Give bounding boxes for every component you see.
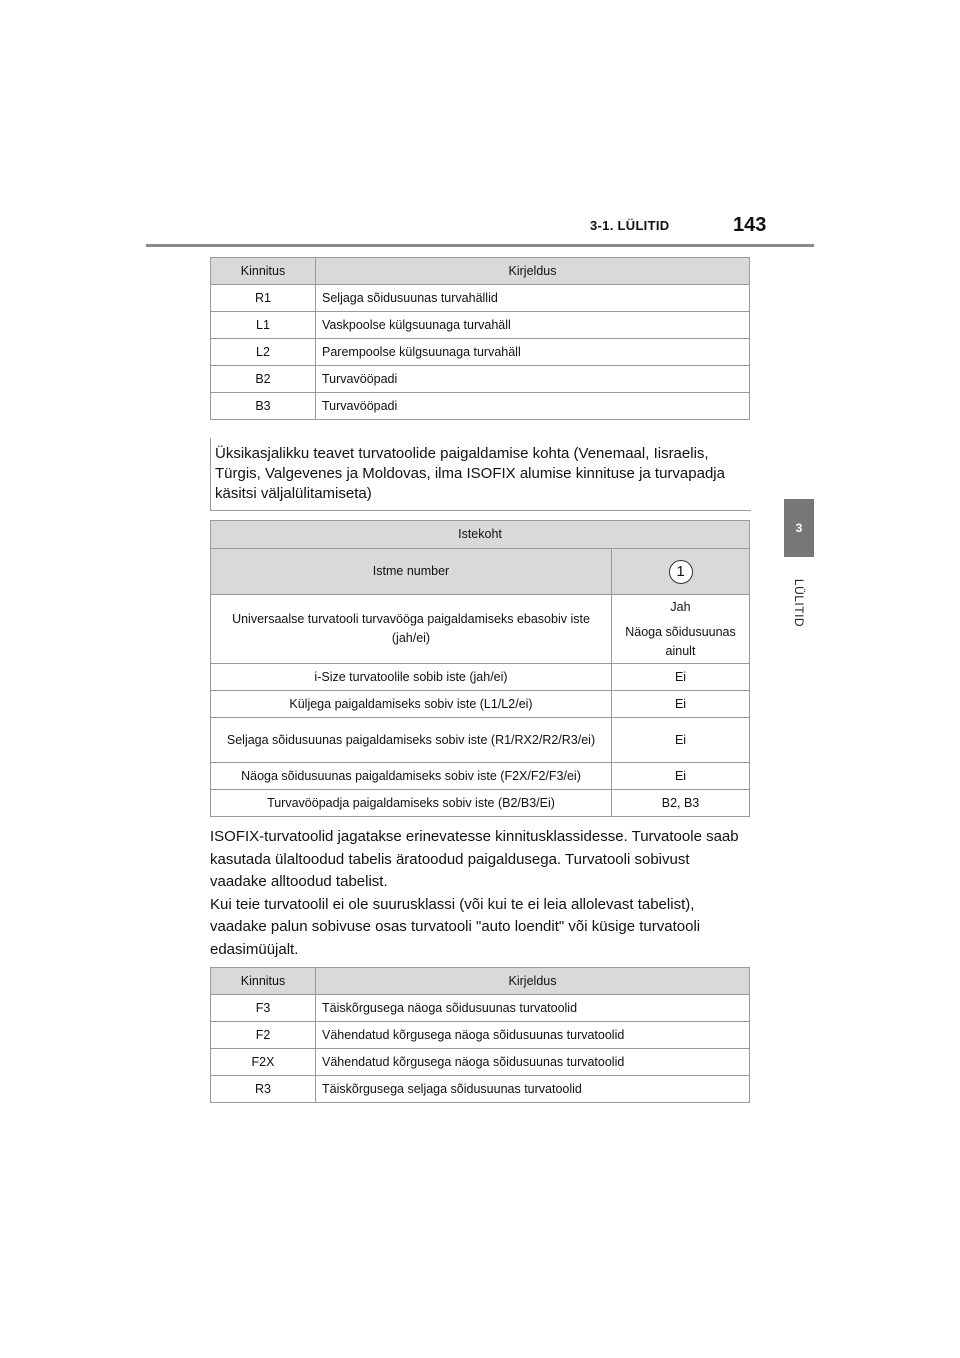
table-cell: Vaskpoolse külgsuunaga turvahäll — [316, 312, 750, 339]
table-cell: Universaalse turvatooli turvavööga paigaldamiseks ebasobiv iste (jah/ei) — [211, 595, 612, 664]
table-cell — [612, 595, 750, 664]
seat-number-badge: 1 — [669, 560, 693, 584]
paragraph: ISOFIX-turvatoolid jagatakse erinevatesse kinnitusklassidesse. Turvatoole saab kasutada ülaltoodud tabelis äratoodud paigaldusega. Turvatooli sobivust vaadake alltoodud tabelist. — [210, 828, 739, 890]
table-row — [211, 718, 750, 763]
column-header: Istme number — [211, 549, 612, 595]
table-row — [211, 691, 750, 718]
column-header: Kinnitus — [211, 968, 316, 995]
table-cell: Küljega paigaldamiseks sobiv iste (L1/L2/ei) — [211, 691, 612, 718]
table-row — [211, 393, 750, 420]
table-row — [211, 339, 750, 366]
table-header-row — [211, 258, 750, 285]
table-row — [211, 312, 750, 339]
table-cell: F2X — [211, 1049, 316, 1076]
table-row — [211, 366, 750, 393]
column-header: Kirjeldus — [316, 258, 750, 285]
table-cell: i-Size turvatoolile sobib iste (jah/ei) — [211, 664, 612, 691]
table-cell: Turvavööpadi — [316, 366, 750, 393]
table-cell: Seljaga sõidusuunas paigaldamiseks sobiv iste (R1/RX2/R2/R3/ei) — [211, 718, 612, 763]
table-cell: L2 — [211, 339, 316, 366]
anchorage-table-1 — [210, 257, 750, 420]
table-cell: Vähendatud kõrgusega näoga sõidusuunas turvatoolid — [316, 1022, 750, 1049]
table-cell: Seljaga sõidusuunas turvahällid — [316, 285, 750, 312]
table-cell: Ei — [612, 664, 750, 691]
table-cell: R3 — [211, 1076, 316, 1103]
info-note: Üksikasjalikku teavet turvatoolide paigaldamise kohta (Venemaal, Iisraelis, Türgis, Valgevenes ja Moldovas, ilma ISOFIX alumise kinnituse ja turvapadja käsitsi väljalülitamiseta) — [210, 438, 751, 511]
table-cell: L1 — [211, 312, 316, 339]
table-cell: Täiskõrgusega seljaga sõidusuunas turvatoolid — [316, 1076, 750, 1103]
page-number: 143 — [733, 214, 767, 236]
table-row — [211, 664, 750, 691]
column-header: Kirjeldus — [316, 968, 750, 995]
table-row — [211, 1022, 750, 1049]
table-header-row — [211, 968, 750, 995]
table-cell: Vähendatud kõrgusega näoga sõidusuunas turvatoolid — [316, 1049, 750, 1076]
table-row — [211, 285, 750, 312]
table-row — [211, 1076, 750, 1103]
table-cell: B2 — [211, 366, 316, 393]
seat-number-header — [612, 549, 750, 595]
table-header-row — [211, 549, 750, 595]
column-header: Istekoht — [211, 521, 750, 549]
table-cell: Näoga sõidusuunas paigaldamiseks sobiv iste (F2X/F2/F3/ei) — [211, 763, 612, 790]
table-row — [211, 995, 750, 1022]
chapter-label: LÜLITID — [792, 578, 806, 628]
table-header-row — [211, 521, 750, 549]
table-cell: Täiskõrgusega näoga sõidusuunas turvatoolid — [316, 995, 750, 1022]
table-cell: Ei — [612, 718, 750, 763]
table-row — [211, 763, 750, 790]
cell-value: Jah — [670, 599, 691, 614]
table-cell: Ei — [612, 691, 750, 718]
chapter-tab: 3 — [784, 499, 814, 557]
table-cell: Parempoolse külgsuunaga turvahäll — [316, 339, 750, 366]
table-cell: Turvavööpadi — [316, 393, 750, 420]
table-cell: F2 — [211, 1022, 316, 1049]
table-cell: Ei — [612, 763, 750, 790]
table-row — [211, 790, 750, 817]
body-text — [210, 826, 750, 961]
anchorage-table-2 — [210, 967, 750, 1103]
table-cell: B3 — [211, 393, 316, 420]
table-cell: F3 — [211, 995, 316, 1022]
table-row — [211, 595, 750, 664]
cell-note: Näoga sõidusuunas ainult — [625, 624, 736, 658]
column-header: Kinnitus — [211, 258, 316, 285]
header-divider — [146, 244, 814, 247]
section-title: 3-1. LÜLITID — [590, 218, 670, 233]
table-cell: R1 — [211, 285, 316, 312]
table-row — [211, 1049, 750, 1076]
table-cell: B2, B3 — [612, 790, 750, 817]
seat-suitability-table — [210, 520, 750, 817]
paragraph: Kui teie turvatoolil ei ole suurusklassi (või kui te ei leia allolevast tabelist), vaadake palun sobivuse osas turvatooli "auto loendit" või küsige turvatooli edasimüüjalt. — [210, 895, 701, 958]
table-cell: Turvavööpadja paigaldamiseks sobiv iste (B2/B3/Ei) — [211, 790, 612, 817]
